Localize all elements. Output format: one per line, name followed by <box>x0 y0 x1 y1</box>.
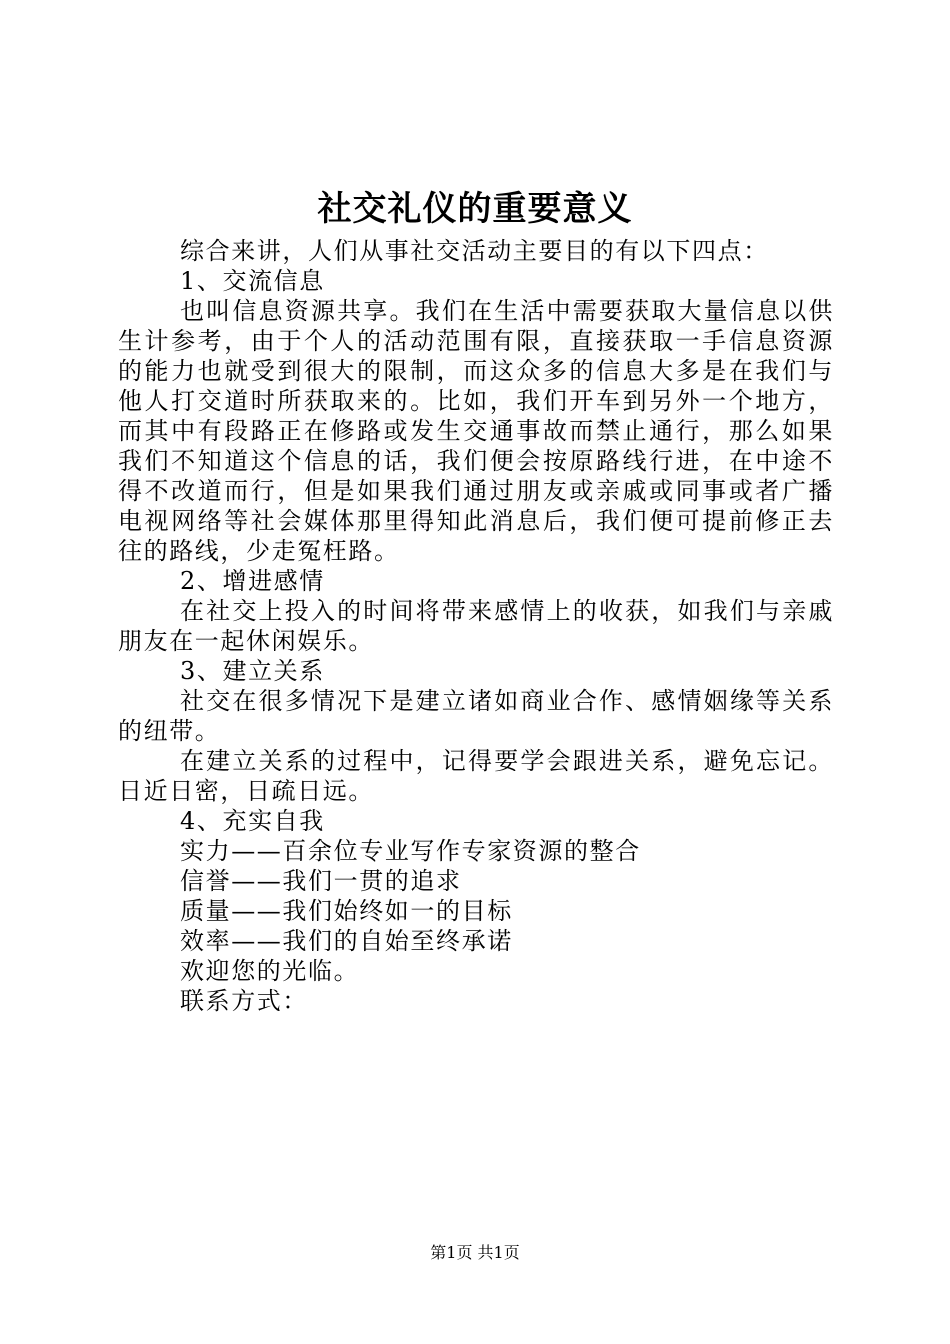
paragraph-enhance-feelings: 在社交上投入的时间将带来感情上的收获，如我们与亲戚朋友在一起休闲娱乐。 <box>118 597 834 655</box>
section-heading-build-relations: 3、建立关系 <box>180 657 325 685</box>
line-contact: 联系方式： <box>180 987 308 1015</box>
paragraph-exchange-info: 也叫信息资源共享。我们在生活中需要获取大量信息以供生计参考，由于个人的活动范围有限，直接获取一手信息资源的能力也就受到很大的限制，而这众多的信息大多是在我们与他人打交道时所获取来的。比如，我们开车到另外一个地方，而其中有段路正在修路或发生交通事故而禁止通行，那么如果我们不知道这个信息的话，我们便会按原路线行进，在中途不得不改道而行，但是如果我们通过朋友或亲戚或同事或者广播电视网络等社会媒体那里得知此消息后，我们便可提前修正去往的路线，少走冤枉路。 <box>118 297 834 565</box>
page-footer: 第1页 共1页 <box>430 1243 520 1262</box>
line-welcome: 欢迎您的光临。 <box>180 957 360 985</box>
section-heading-enhance-feelings: 2、增进感情 <box>180 567 325 595</box>
document-body <box>118 236 834 1016</box>
line-quality: 质量——我们始终如一的目标 <box>180 897 513 925</box>
line-reputation: 信誉——我们一贯的追求 <box>180 867 462 895</box>
document-title: 社交礼仪的重要意义 <box>317 189 633 229</box>
paragraph-follow-up: 在建立关系的过程中，记得要学会跟进关系，避免忘记。日近日密，日疏日远。 <box>118 747 834 805</box>
line-strength: 实力——百余位专业写作专家资源的整合 <box>180 837 641 865</box>
paragraph-build-relations: 社交在很多情况下是建立诸如商业合作、感情姻缘等关系的纽带。 <box>118 687 834 745</box>
line-efficiency: 效率——我们的自始至终承诺 <box>180 927 513 955</box>
section-heading-enrich-self: 4、充实自我 <box>180 807 325 835</box>
intro-paragraph: 综合来讲，人们从事社交活动主要目的有以下四点： <box>180 237 769 265</box>
section-heading-exchange-info: 1、交流信息 <box>180 267 325 295</box>
